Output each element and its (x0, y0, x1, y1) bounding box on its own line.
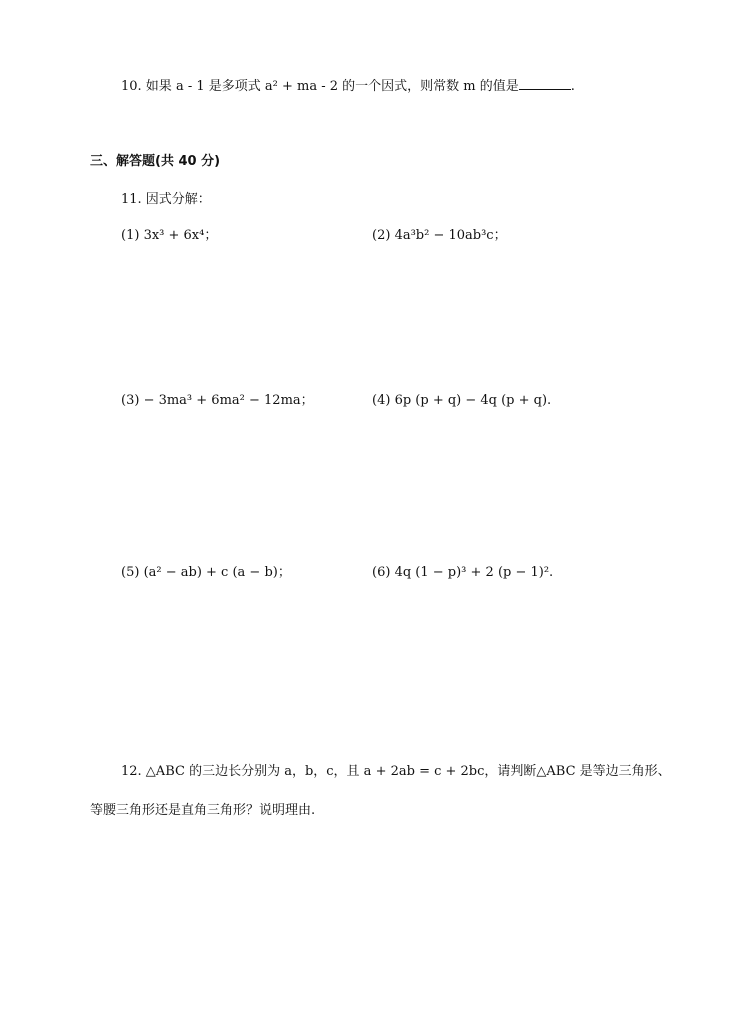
question-12-line-1: 12. △ABC 的三边长分别为 a，b，c，且 a + 2ab = c + 2bc，请判断△ABC 是等边三角形、 (121, 764, 671, 779)
q11-item-6 (372, 564, 553, 582)
item-expression: (a² − ab) + c (a − b)； (143, 565, 291, 580)
question-10-end: . (570, 79, 575, 94)
answer-blank[interactable] (519, 77, 571, 90)
item-label: (6) (372, 565, 391, 580)
item-label: (1) (121, 228, 140, 243)
item-label: (5) (121, 565, 140, 580)
item-label: (3) (121, 393, 140, 408)
q11-item-1 (121, 227, 217, 245)
question-11-stem: 11. 因式分解： (121, 192, 211, 207)
q11-item-5 (121, 564, 291, 582)
item-expression: 6p (p + q) − 4q (p + q). (394, 393, 552, 408)
q11-item-3 (121, 392, 314, 410)
item-expression: 3x³ + 6x⁴； (143, 228, 218, 243)
item-label: (4) (372, 393, 391, 408)
question-10-text: 10. 如果 a - 1 是多项式 a² + ma - 2 的一个因式，则常数 m 的值是 (121, 79, 519, 94)
question-10 (121, 77, 575, 96)
section-heading: 三、解答题(共 40 分) (90, 154, 221, 169)
item-expression: 4q (1 − p)³ + 2 (p − 1)². (394, 565, 554, 580)
question-12-line-2: 等腰三角形还是直角三角形？说明理由. (90, 803, 316, 818)
item-expression: 4a³b² − 10ab³c； (394, 228, 507, 243)
q11-item-2 (372, 227, 507, 245)
item-expression: − 3ma³ + 6ma² − 12ma； (143, 393, 314, 408)
item-label: (2) (372, 228, 391, 243)
q11-item-4 (372, 392, 551, 410)
